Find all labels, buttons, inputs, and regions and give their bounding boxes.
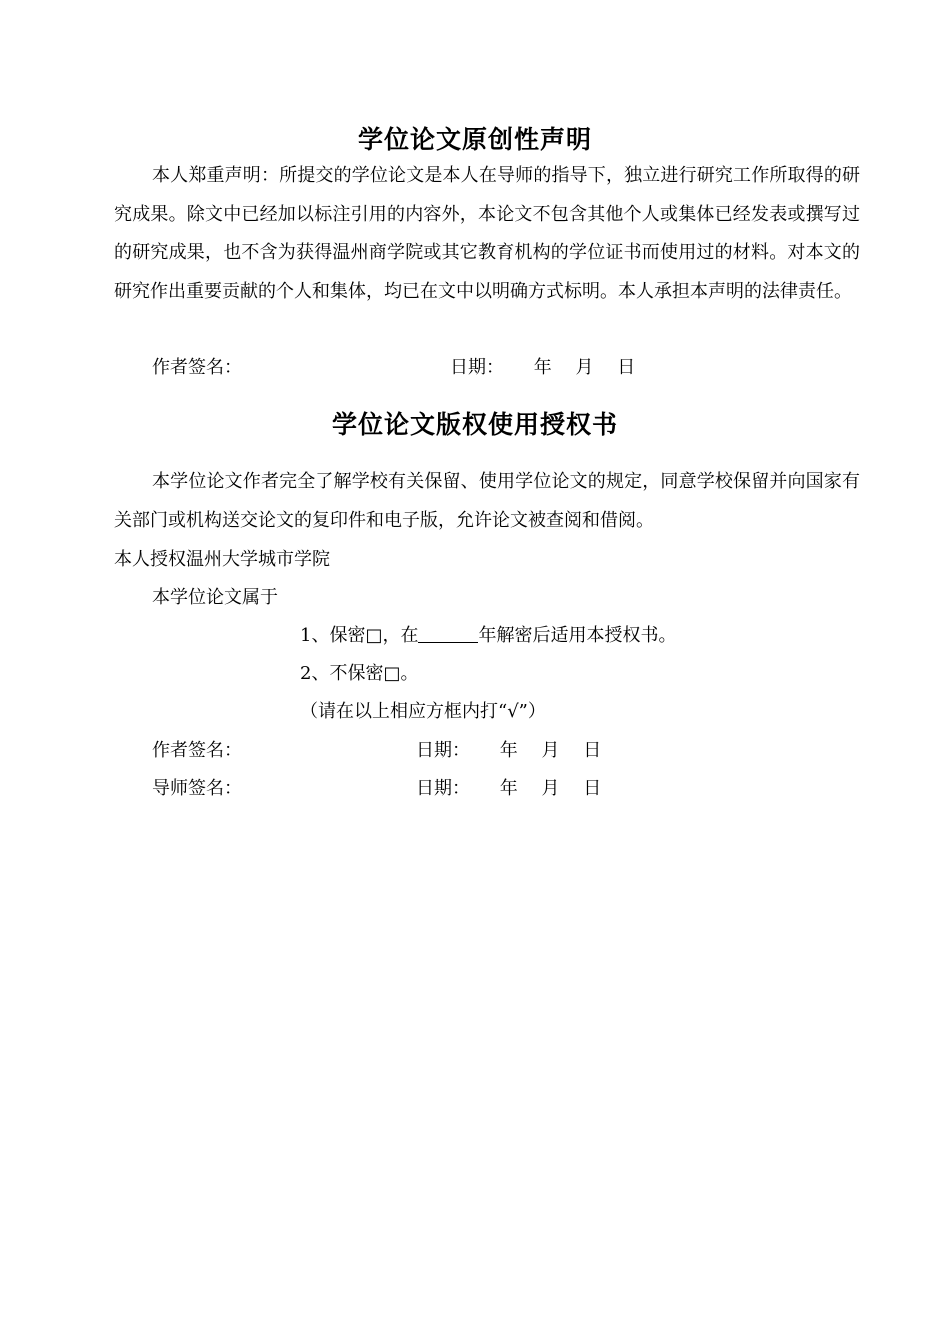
copyright-body: 本学位论文作者完全了解学校有关保留、使用学位论文的规定，同意学校保留并向国家有关部门或机构送交论文的复印件和电子版，允许论文被查阅和借阅。	[114, 471, 860, 531]
copyright-author-date	[416, 739, 601, 763]
option-non-confidential: 2、不保密□。	[300, 663, 419, 684]
date-label: 日期：	[416, 778, 470, 799]
checkbox-instruction: （请在以上相应方框内打“√”）	[300, 701, 546, 722]
originality-body: 本人郑重声明：所提交的学位论文是本人在导师的指导下，独立进行研究工作所取得的研究成果。除文中已经加以标注引用的内容外，本论文不包含其他个人或集体已经发表或撰写过的研究成果，也不含为获得温州商学院或其它教育机构的学位证书而使用过的材料。对本文的研究作出重要贡献的个人和集体，均已在文中以明确方式标明。本人承担本声明的法律责任。	[114, 165, 860, 302]
date-day: 日	[583, 740, 602, 761]
date-year: 年	[533, 357, 552, 378]
year-blank-field[interactable]	[418, 624, 478, 643]
date-day: 日	[617, 357, 636, 378]
option-confidential	[300, 624, 676, 648]
date-label: 日期：	[450, 357, 504, 378]
date-year: 年	[499, 740, 518, 761]
date-month: 月	[541, 778, 560, 799]
copyright-author-sign-label: 作者签名：	[152, 740, 242, 761]
originality-author-sign-label: 作者签名：	[152, 357, 242, 378]
advisor-date	[416, 777, 601, 801]
copyright-belongs-label: 本学位论文属于	[152, 587, 278, 608]
option-confidential-suffix: 年解密后适用本授权书。	[478, 625, 677, 646]
originality-title: 学位论文原创性声明	[357, 125, 592, 154]
date-label: 日期：	[416, 740, 470, 761]
option-confidential-prefix: 1、保密□，在	[300, 625, 419, 646]
date-year: 年	[499, 778, 518, 799]
advisor-sign-label: 导师签名：	[152, 778, 242, 799]
copyright-authorization-line: 本人授权温州大学城市学院	[114, 549, 330, 570]
date-month: 月	[541, 740, 560, 761]
date-month: 月	[575, 357, 594, 378]
copyright-title: 学位论文版权使用授权书	[331, 410, 618, 439]
originality-date	[450, 356, 635, 380]
date-day: 日	[583, 778, 602, 799]
